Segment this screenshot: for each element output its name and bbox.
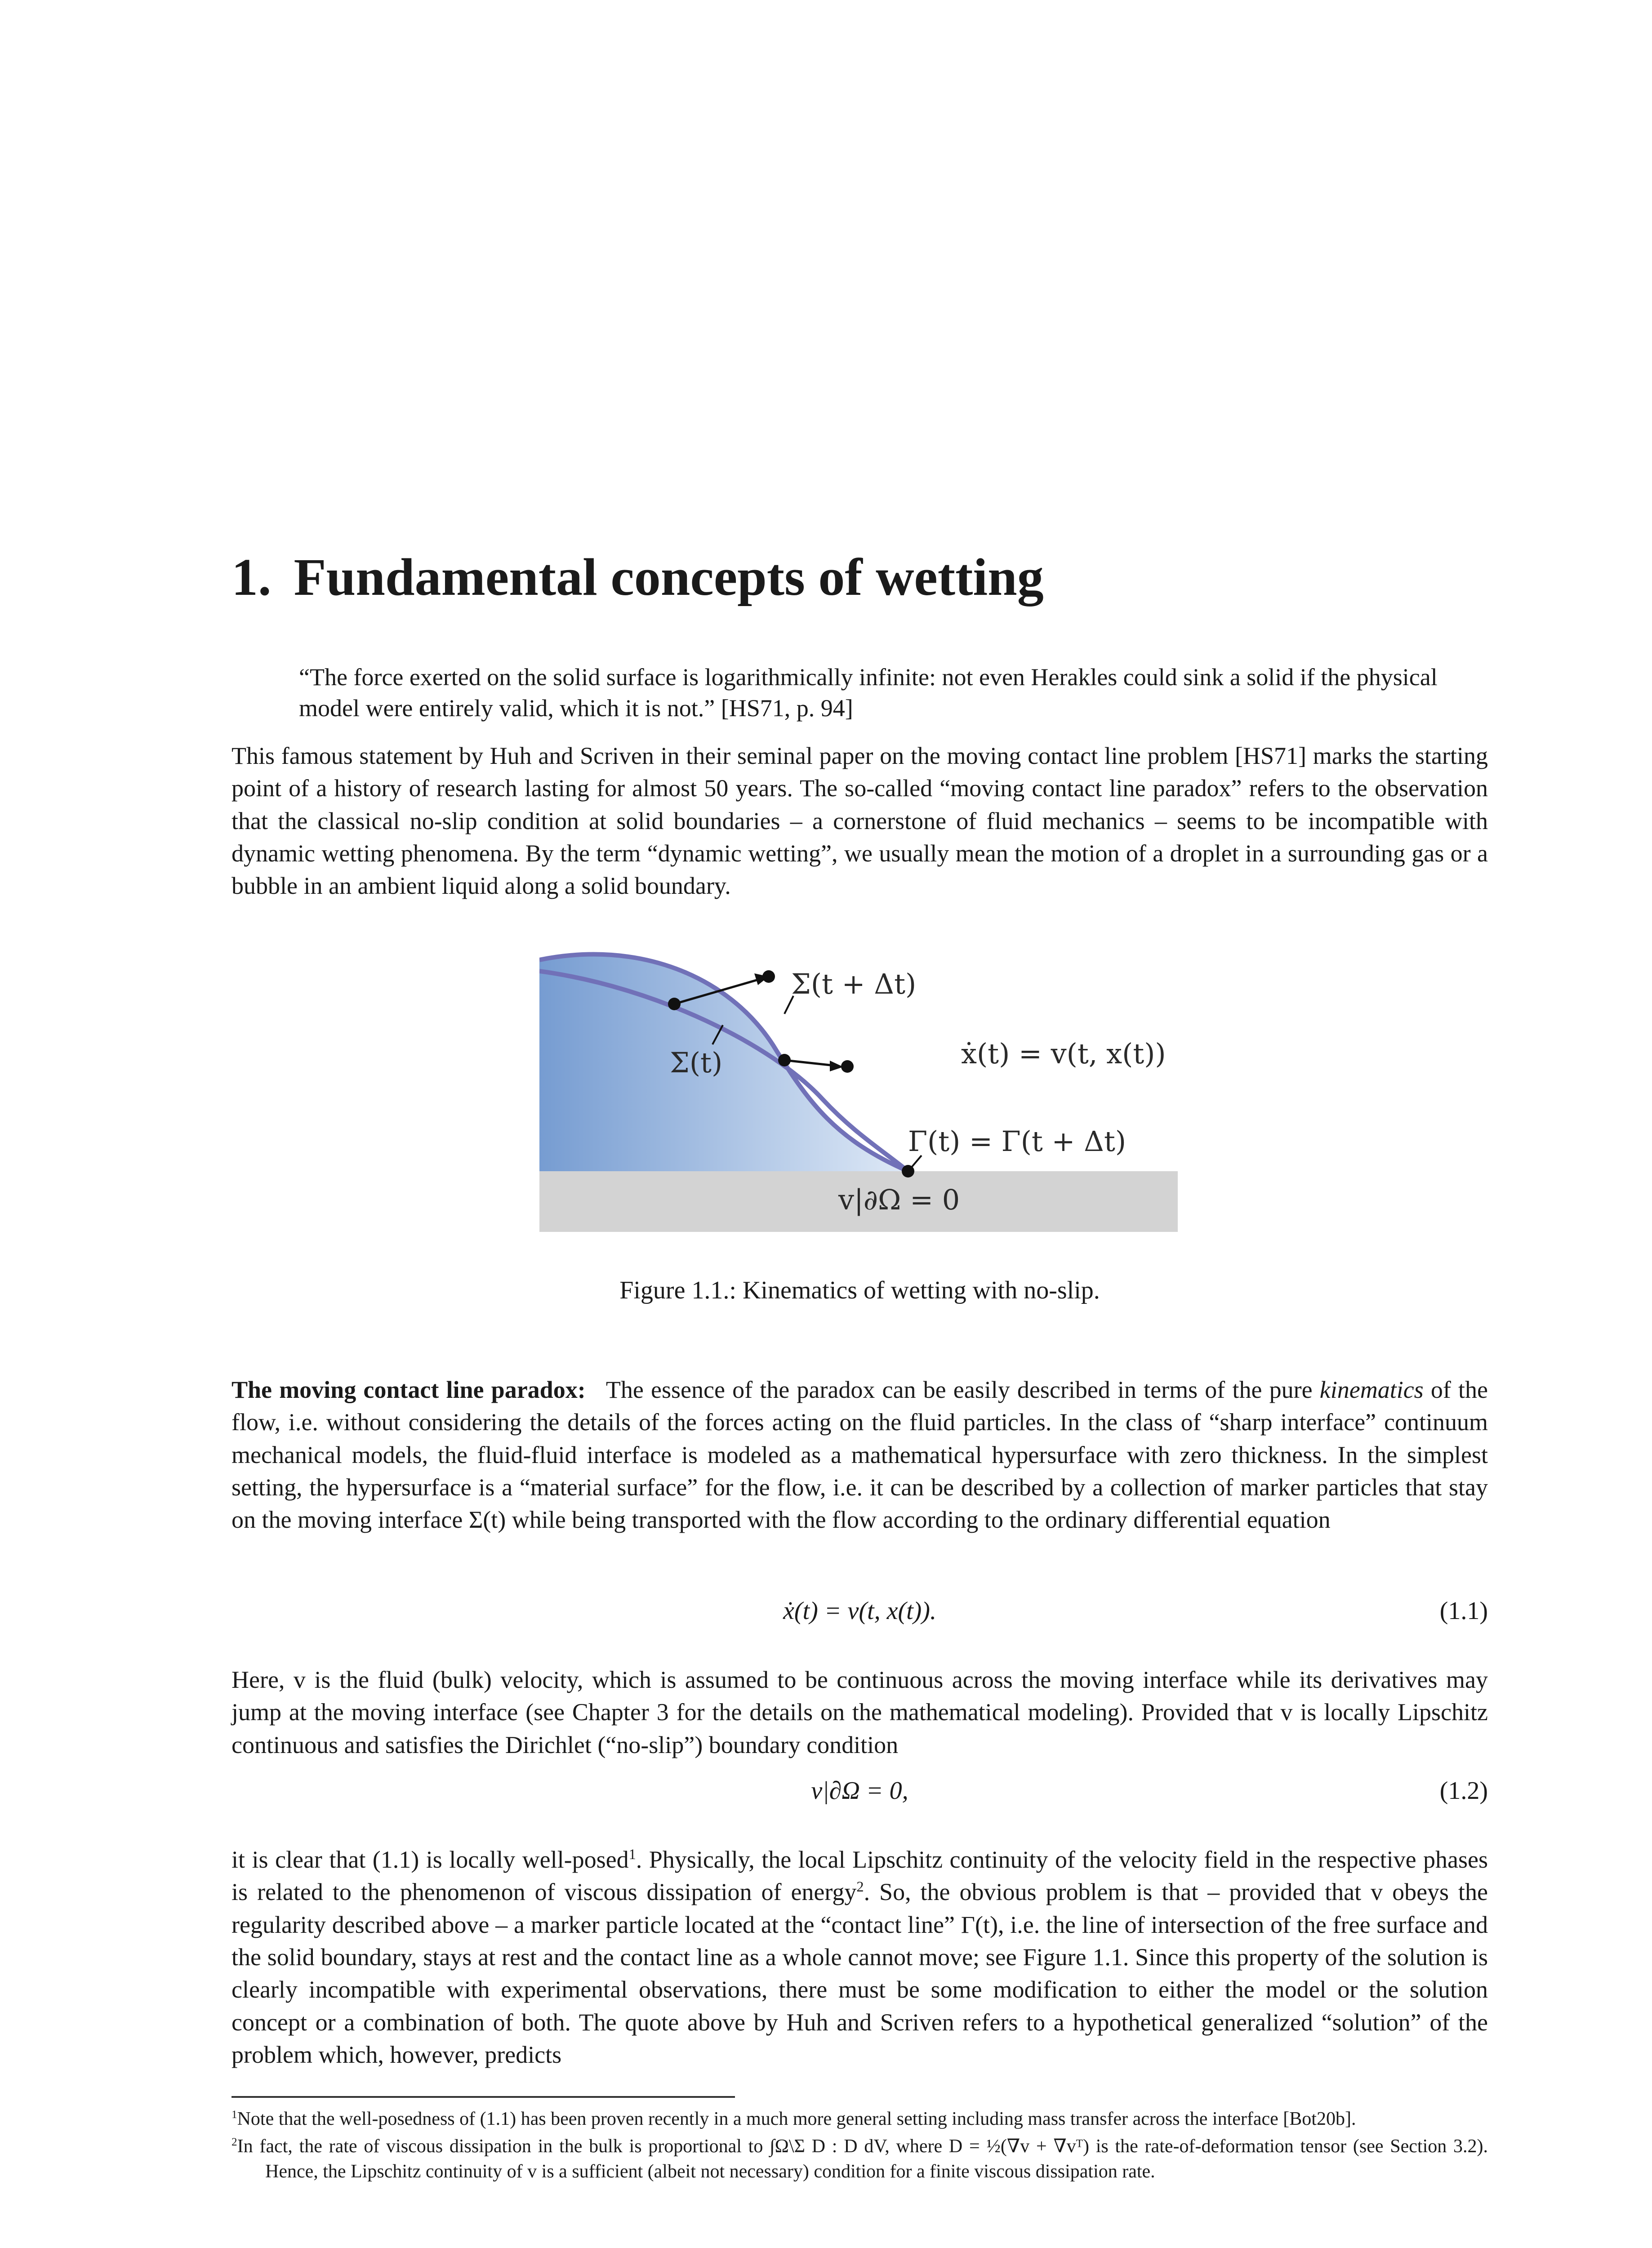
label-gamma: Γ(t) = Γ(t + Δt): [908, 1125, 1127, 1158]
equation-1-2-number: (1.2): [1439, 1777, 1488, 1805]
well-posed-text-3: . So, the obvious problem is that – provided that v obeys the regularity described above – a marker particle located at the “contact line” Γ(t), i.e. the line of intersection of the free surface and the solid boundary, stays at rest and the contact line as a whole cannot move; see Figure 1.1. Since this property of the solution is clearly incompatible with experimental observations, there must be some modification to either the model or the solution concept or a combination of both. The quote above by Huh and Scriven refers to a hypothetical generalized “solution” of the problem which, however, predicts: [232, 1878, 1488, 2069]
paradox-paragraph: [232, 1374, 1488, 1536]
chapter-title: [232, 548, 1490, 607]
chapter-title-text: Fundamental concepts of wetting: [294, 548, 1044, 607]
marker-particle-2-moved: [841, 1060, 854, 1073]
well-posed-text-1: it is clear that (1.1) is locally well-posed: [232, 1846, 629, 1873]
chapter-number: 1.: [232, 548, 272, 607]
footnote-1: [232, 2106, 1488, 2132]
footnote-divider: [232, 2096, 735, 2098]
equation-1-1-number: (1.1): [1439, 1597, 1488, 1625]
paradox-text-2: of the flow, i.e. without considering the details of the forces acting on the fluid particles. In the class of “sharp interface” continuum mechanical models, the fluid-fluid interface is modeled as a mathematical hypersurface with zero thickness. In the simplest setting, the hypersurface is a “material surface” for the flow, i.e. it can be described by a collection of marker particles that stay on the moving interface Σ(t) while being transported with the flow according to the ordinary differential equation: [232, 1376, 1488, 1534]
figure-diagram: [539, 951, 1178, 1243]
marker-particle-2: [778, 1054, 791, 1066]
footnote-ref-2[interactable]: 2: [856, 1879, 864, 1896]
velocity-paragraph: Here, v is the fluid (bulk) velocity, which is assumed to be continuous across the moving interface while its derivatives may jump at the moving interface (see Chapter 3 for the details on the mathematical modeling). Provided that v is locally Lipschitz continuous and satisfies the Dirichlet (“no-slip”) boundary condition: [232, 1666, 1488, 1758]
marker-particle-1: [668, 998, 681, 1010]
footnote-ref-1[interactable]: 1: [628, 1847, 636, 1863]
figure-caption: Figure 1.1.: Kinematics of wetting with no-slip.: [619, 1276, 1100, 1304]
label-sigma-t-dt: Σ(t + Δt): [791, 968, 917, 1000]
footnotes: [232, 2106, 1488, 2186]
paradox-text-1: The essence of the paradox can be easily described in terms of the pure: [606, 1376, 1313, 1403]
equation-1-2-body: v|∂Ω = 0,: [811, 1777, 908, 1805]
footnote-2-mark: 2: [232, 2136, 237, 2148]
figure-kinematics: [539, 951, 1178, 1243]
well-posed-text-2: . Physically, the local Lipschitz continuity of the velocity field in the respective phases is related to the phenomenon of viscous dissipation of energy: [232, 1846, 1488, 1906]
intro-paragraph: This famous statement by Huh and Scriven in their seminal paper on the moving contact line problem [HS71] marks the starting point of a history of research lasting for almost 50 years. The so-called “moving contact line paradox” refers to the observation that the classical no-slip condition at solid boundaries – a cornerstone of fluid mechanics – seems to be incompatible with dynamic wetting phenomena. By the term “dynamic wetting”, we usually mean the motion of a droplet in a surrounding gas or a bubble in an ambient liquid along a solid boundary.: [232, 742, 1488, 900]
marker-particle-1-moved: [762, 970, 775, 983]
paradox-emphasis: kinematics: [1319, 1376, 1424, 1403]
epigraph-quote: “The force exerted on the solid surface is logarithmically infinite: not even Herakles could sink a solid if the physical model were entirely valid, which it is not.” [HS71, p. 94]: [299, 664, 1438, 722]
paradox-lead: The moving contact line paradox:: [232, 1376, 586, 1403]
well-posedness-paragraph: [232, 1843, 1488, 2071]
footnote-2: [232, 2134, 1488, 2185]
footnote-2-text: In fact, the rate of viscous dissipation in the bulk is proportional to ∫Ω\Σ D : D dV, where D = ½(∇v + ∇vᵀ) is the rate-of-deformation tensor (see Section 3.2). Hence, the Lipschitz continuity of v is a sufficient (albeit not necessary) condition for a finite viscous dissipation rate.: [237, 2136, 1488, 2182]
footnote-1-mark: 1: [232, 2109, 237, 2121]
label-ode: ẋ(t) = v(t, x(t)): [961, 1037, 1166, 1070]
footnote-1-text: Note that the well-posedness of (1.1) has been proven recently in a much more general setting including mass transfer across the interface [Bot20b].: [237, 2109, 1356, 2129]
label-no-slip-boundary: v|∂Ω = 0: [838, 1183, 960, 1216]
label-sigma-t: Σ(t): [670, 1046, 723, 1079]
equation-1-1-body: ẋ(t) = v(t, x(t)).: [783, 1597, 936, 1625]
